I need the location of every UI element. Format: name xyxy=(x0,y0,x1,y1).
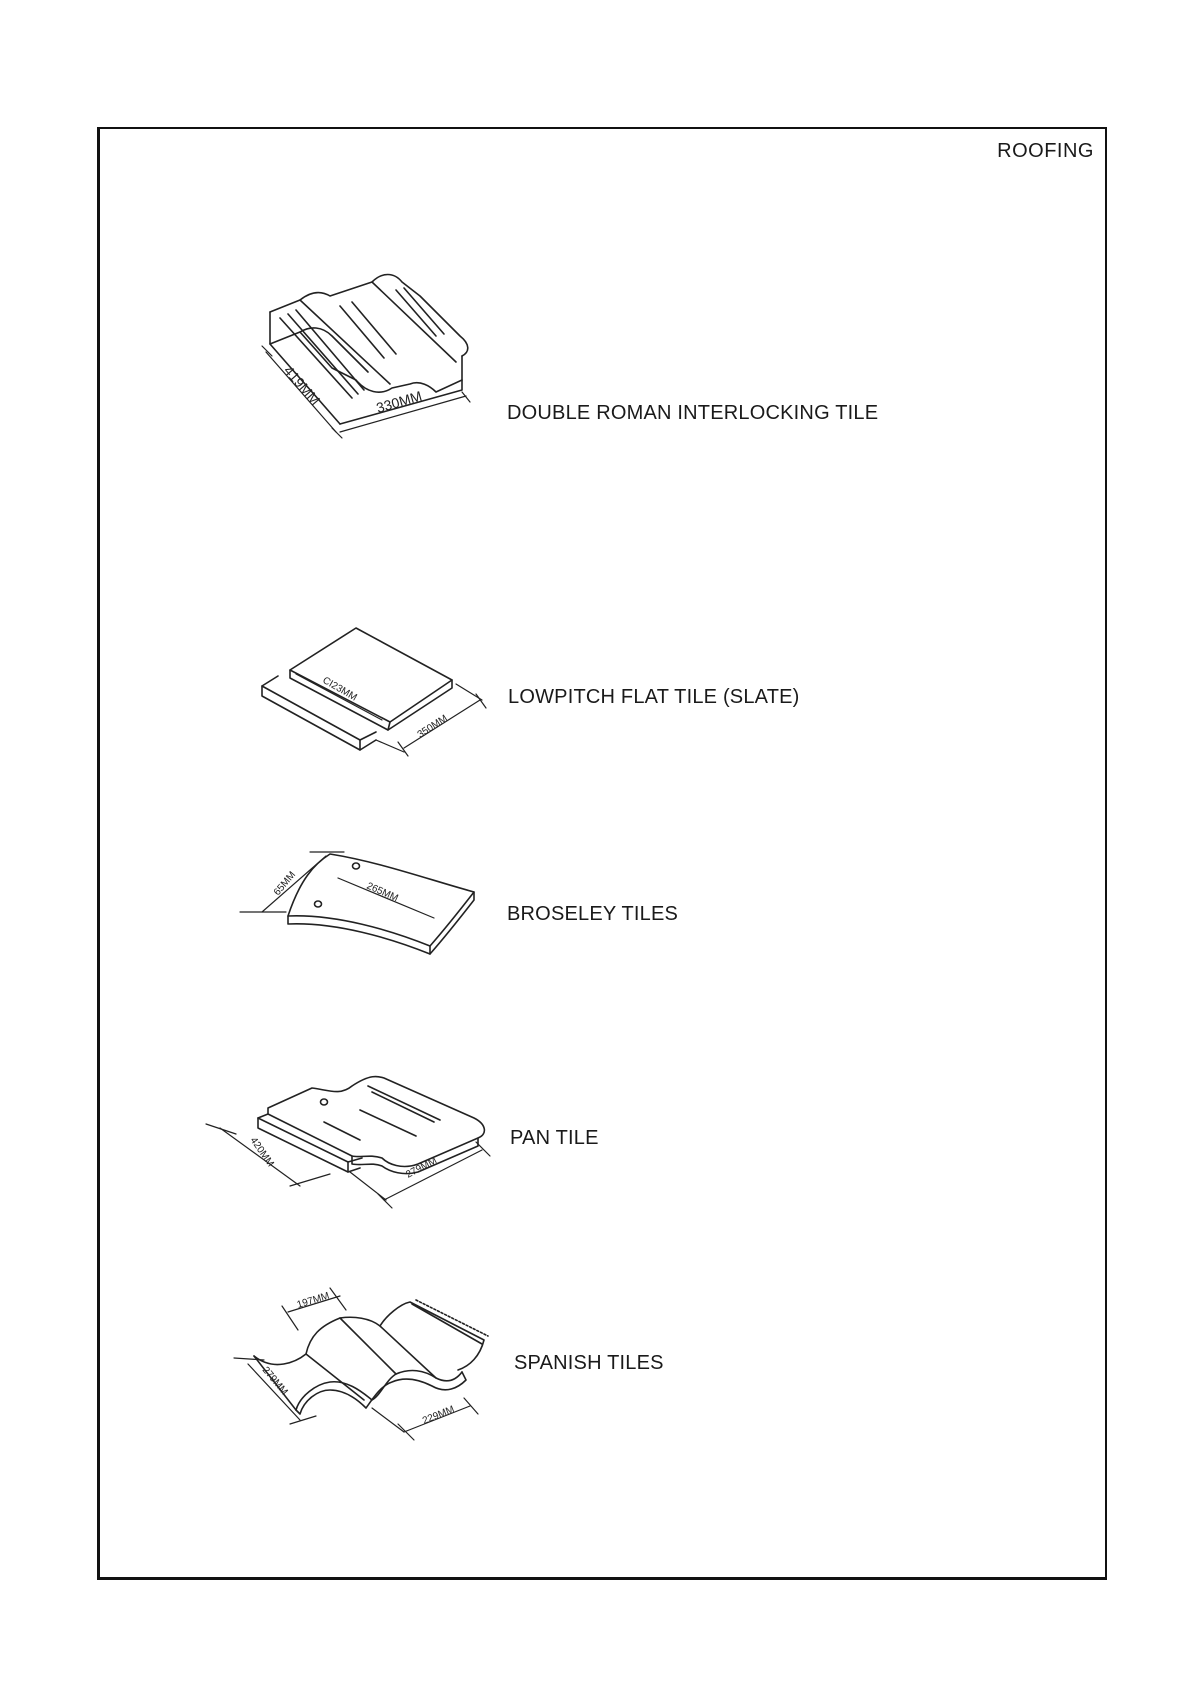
dimension-label: 350MM xyxy=(415,713,450,741)
dimension-label: 279MM xyxy=(259,1364,290,1398)
double-roman-tile-illustration xyxy=(262,275,470,439)
dimension-label: 265MM xyxy=(364,880,400,905)
tile-label-broseley: BROSELEY TILES xyxy=(507,903,679,925)
dimension-label: 419MM xyxy=(280,362,324,409)
lowpitch-flat-tile-illustration xyxy=(262,628,486,756)
dimension-label: 420MM xyxy=(247,1135,276,1170)
dimension-label: 197MM xyxy=(295,1290,331,1311)
sheet-title: ROOFING xyxy=(997,140,1094,162)
tile-label-pan: PAN TILE xyxy=(510,1127,599,1149)
dimension-label: 229MM xyxy=(421,1404,457,1427)
dimension-label: 279MM xyxy=(404,1155,439,1181)
tile-label-double-roman: DOUBLE ROMAN INTERLOCKING TILE xyxy=(507,402,879,424)
dimension-label: 330MM xyxy=(374,387,424,416)
tile-label-spanish: SPANISH TILES xyxy=(514,1352,664,1374)
broseley-tile-illustration xyxy=(240,852,474,954)
dimension-label: 65MM xyxy=(271,869,299,898)
dimension-label: CI23MM xyxy=(320,675,359,704)
spanish-tile-illustration xyxy=(234,1288,488,1440)
tile-label-lowpitch-flat: LOWPITCH FLAT TILE (SLATE) xyxy=(508,686,800,708)
pan-tile-illustration xyxy=(206,1076,490,1208)
